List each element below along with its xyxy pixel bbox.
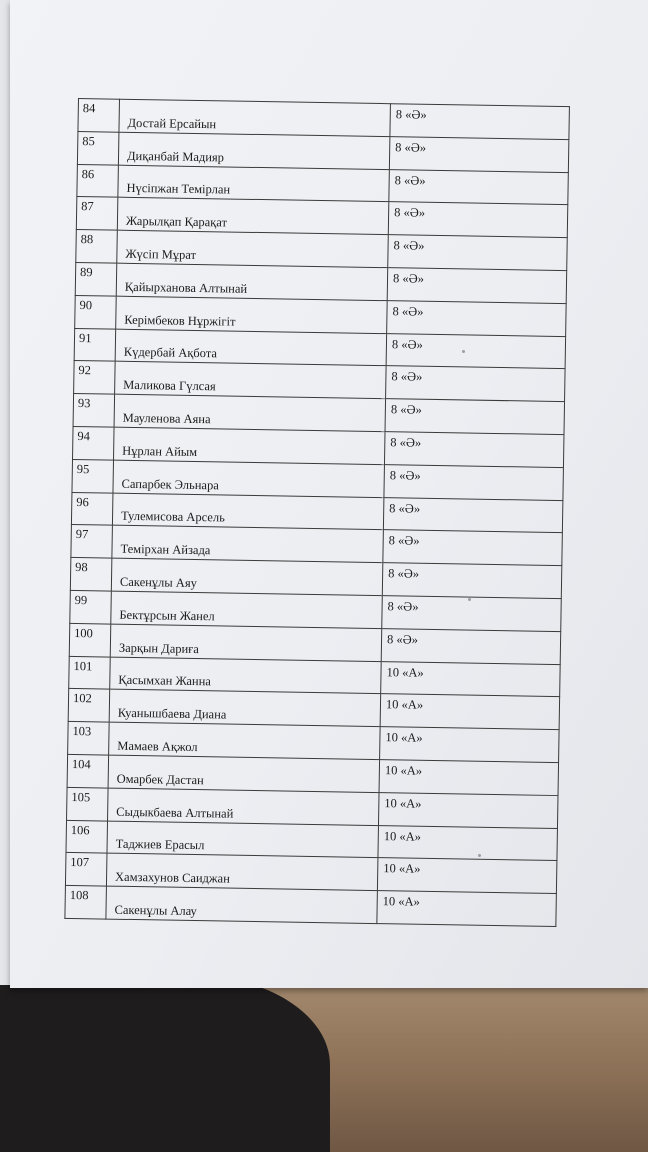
student-name: Сыдыкбаева Алтынай xyxy=(108,788,380,825)
student-name: Маликова Гүлсая xyxy=(115,362,387,399)
student-name: Сакенұлы Аяу xyxy=(111,558,383,595)
student-class: 8 «Ә» xyxy=(382,596,562,632)
student-class: 10 «А» xyxy=(380,694,560,730)
row-number: 105 xyxy=(67,787,109,820)
row-number: 84 xyxy=(78,99,120,132)
student-class: 8 «Ә» xyxy=(386,366,566,402)
row-number: 107 xyxy=(65,853,107,886)
row-number: 91 xyxy=(74,328,116,361)
student-class: 8 «Ә» xyxy=(382,563,562,599)
row-number: 88 xyxy=(76,230,118,263)
student-name: Күдербай Ақбота xyxy=(115,329,387,366)
student-class: 8 «Ә» xyxy=(383,530,563,566)
row-number: 98 xyxy=(70,558,112,591)
student-name: Таджиев Ерасыл xyxy=(107,821,379,858)
student-class: 8 «Ә» xyxy=(390,104,570,140)
student-name: Тулемисова Арсель xyxy=(112,493,384,530)
student-class: 10 «А» xyxy=(378,792,558,828)
student-name: Бектұрсын Жанел xyxy=(111,591,383,628)
student-class: 10 «А» xyxy=(377,891,557,927)
student-name: Керімбеков Нұржігіт xyxy=(116,296,388,333)
student-class: 8 «Ә» xyxy=(388,235,568,271)
student-class: 8 «Ә» xyxy=(387,300,567,336)
student-name: Зарқын Дариға xyxy=(110,624,382,661)
student-class: 8 «Ә» xyxy=(388,202,568,238)
row-number: 106 xyxy=(66,820,108,853)
student-name: Мамаев Ақжол xyxy=(109,722,381,759)
row-number: 85 xyxy=(77,131,119,164)
student-name: Жүсіп Мұрат xyxy=(117,230,389,267)
row-number: 102 xyxy=(68,689,110,722)
student-class: 8 «Ә» xyxy=(381,628,561,664)
student-class: 8 «Ә» xyxy=(386,333,566,369)
row-number: 90 xyxy=(75,295,117,328)
student-class: 8 «Ә» xyxy=(389,136,569,172)
student-name: Достай Ерсайын xyxy=(119,99,391,136)
student-name: Қайырханова Алтынай xyxy=(116,263,388,300)
row-number: 93 xyxy=(73,394,115,427)
student-name: Нұрлан Айым xyxy=(114,427,386,464)
student-table xyxy=(64,98,570,927)
student-class: 10 «А» xyxy=(380,727,560,763)
student-name: Хамзахунов Саиджан xyxy=(106,853,378,890)
student-name: Қасымхан Жанна xyxy=(110,657,382,694)
student-table-body xyxy=(65,99,570,927)
row-number: 86 xyxy=(77,164,119,197)
student-class: 8 «Ә» xyxy=(387,268,567,304)
student-name: Куанышбаева Диана xyxy=(109,689,381,726)
row-number: 100 xyxy=(69,623,111,656)
student-name: Сакенұлы Алау xyxy=(106,886,378,923)
student-class: 10 «А» xyxy=(379,760,559,796)
student-class: 8 «Ә» xyxy=(384,464,564,500)
student-class: 8 «Ә» xyxy=(383,497,563,533)
row-number: 92 xyxy=(74,361,116,394)
row-number: 96 xyxy=(71,492,113,525)
row-number: 103 xyxy=(68,722,110,755)
student-class: 8 «Ә» xyxy=(385,399,565,435)
student-name: Темірхан Айзада xyxy=(112,525,384,562)
row-number: 99 xyxy=(70,590,112,623)
student-name: Нүсіпжан Темірлан xyxy=(118,165,390,202)
row-number: 101 xyxy=(69,656,111,689)
student-list xyxy=(64,98,570,927)
student-name: Мауленова Аяна xyxy=(114,394,386,431)
row-number: 95 xyxy=(72,459,114,492)
student-name: Омарбек Дастан xyxy=(108,755,380,792)
student-class: 8 «Ә» xyxy=(384,432,564,468)
student-name: Диқанбай Мадияр xyxy=(118,132,390,169)
hand-shadow xyxy=(0,975,330,1152)
student-class: 10 «А» xyxy=(381,661,561,697)
row-number: 97 xyxy=(71,525,113,558)
student-name: Сапарбек Эльнара xyxy=(113,460,385,497)
row-number: 104 xyxy=(67,754,109,787)
row-number: 89 xyxy=(75,262,117,295)
student-name: Жарылқап Қарақат xyxy=(117,198,389,235)
row-number: 94 xyxy=(73,426,115,459)
student-class: 10 «А» xyxy=(378,825,558,861)
row-number: 87 xyxy=(76,197,118,230)
row-number: 108 xyxy=(65,886,107,919)
student-class: 10 «А» xyxy=(377,858,557,894)
student-class: 8 «Ә» xyxy=(389,169,569,205)
